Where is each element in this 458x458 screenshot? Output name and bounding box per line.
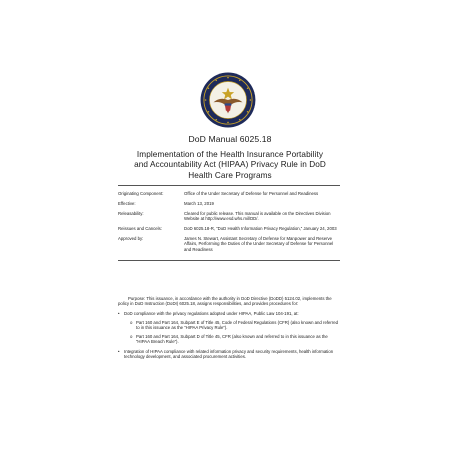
title-line: Health Care Programs bbox=[188, 170, 272, 180]
purpose-sub-bullet bbox=[118, 334, 340, 345]
metadata-value: Office of the Under Secretary of Defense for Personnel and Readiness bbox=[184, 190, 319, 196]
sub-bullet-marker: o bbox=[130, 333, 133, 339]
metadata-key: Originating Component: bbox=[118, 190, 164, 196]
bullet-marker: • bbox=[118, 348, 120, 354]
metadata-value: March 13, 2019 bbox=[184, 200, 214, 206]
bottom-divider bbox=[118, 260, 340, 261]
top-divider bbox=[118, 185, 340, 186]
bullet-marker: • bbox=[118, 310, 120, 316]
bullet-text: Integration of HIPAA compliance with related information privacy and security requirements, health information technology development, and associated procurement activities. bbox=[124, 348, 334, 360]
metadata-row bbox=[118, 201, 340, 206]
dod-seal-icon bbox=[200, 72, 256, 128]
metadata-row bbox=[118, 226, 340, 231]
metadata-row bbox=[118, 211, 340, 222]
metadata-row bbox=[118, 236, 340, 252]
purpose-sub-bullet bbox=[118, 320, 340, 331]
purpose-lead: Purpose: This issuance, in accordance with the authority in DoD Directive (DoDD) 5124.02, implements the policy in DoD Instruction (DoDI) 6025.18, assigns responsibilities, and provides procedures for: bbox=[118, 296, 332, 307]
metadata-key: Approved by: bbox=[118, 236, 144, 241]
bullet-text: DoD compliance with the privacy regulations adopted under HIPAA, Public Law 104-191, at: bbox=[124, 310, 299, 316]
purpose-bullet bbox=[118, 311, 340, 316]
metadata-key: Releasability: bbox=[118, 210, 144, 216]
sub-bullet-text: Part 160 and Part 164, Subpart E of Title 45, Code of Federal Regulations (CFR) (also known and referred to in this issuance as the “HIPAA Privacy Rule”). bbox=[136, 319, 339, 331]
sub-bullet-marker: o bbox=[130, 319, 133, 325]
purpose-bullet bbox=[118, 349, 340, 360]
sub-bullet-text: Part 160 and Part 164, Subpart D of Title 45, CFR (also known and referred to in this issuance as the “HIPAA Breach Rule”). bbox=[136, 333, 328, 345]
metadata-value: DoD 6025.18-R, “DoD Health Information Privacy Regulation,” January 24, 2003 bbox=[184, 226, 337, 231]
metadata-value: Cleared for public release. This manual is available on the Directives Division Website at http://www.esd.whs.mil/DD/. bbox=[184, 210, 331, 221]
metadata-row bbox=[118, 191, 340, 196]
manual-number: DoD Manual 6025.18 bbox=[188, 134, 272, 144]
metadata-key: Reissues and Cancels: bbox=[118, 226, 162, 231]
title-line: Implementation of the Health Insurance Portability bbox=[136, 149, 324, 159]
metadata-key: Effective: bbox=[118, 200, 136, 206]
document-title-block bbox=[110, 134, 350, 181]
metadata-value: James N. Stewart, Assistant Secretary of Defense for Manpower and Reserve Affairs, Performing the Duties of the Under Secretary of Defense for Personnel and Readiness bbox=[184, 236, 334, 252]
metadata-table bbox=[118, 185, 340, 261]
title-line: and Accountability Act (HIPAA) Privacy Rule in DoD bbox=[134, 160, 326, 169]
purpose-section bbox=[118, 296, 340, 359]
